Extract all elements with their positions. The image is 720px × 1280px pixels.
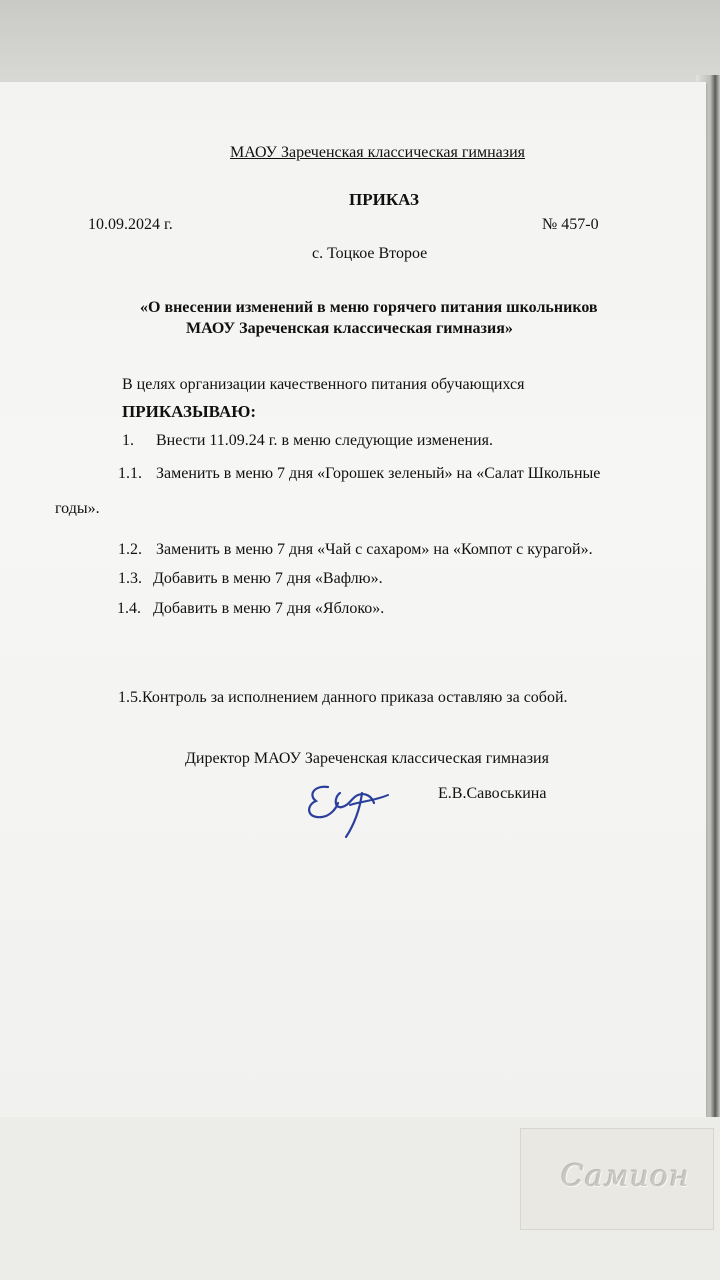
director-name: Е.В.Савоськина (438, 785, 547, 802)
item-number: 1.2. (118, 541, 142, 558)
item-text: Добавить в меню 7 дня «Яблоко». (153, 600, 385, 617)
document-date: 10.09.2024 г. (88, 216, 173, 233)
director-title: Директор МАОУ Зареченская классическая гимназия (185, 750, 549, 767)
document-page (0, 82, 706, 1117)
document-title: ПРИКАЗ (349, 190, 419, 209)
item-text: Заменить в меню 7 дня «Чай с сахаром» на «Компот с курагой». (156, 541, 593, 558)
item-text: Внести 11.09.24 г. в меню следующие изменения. (156, 432, 493, 449)
preamble: В целях организации качественного питания обучающихся (122, 376, 525, 393)
document-location: с. Тоцкое Второе (312, 245, 428, 262)
signature (300, 775, 410, 845)
item-number: 1. (122, 432, 134, 449)
item-number: 1.1. (118, 465, 142, 482)
subject-line-1: «О внесении изменений в меню горячего питания школьников (140, 299, 598, 316)
subject-line-2: МАОУ Зареченская классическая гимназия» (186, 320, 513, 337)
embossed-stamp (520, 1128, 714, 1230)
organization-header: МАОУ Зареченская классическая гимназия (230, 144, 526, 161)
background-top (0, 0, 720, 82)
item-text: Добавить в меню 7 дня «Вафлю». (153, 570, 383, 587)
item-text-continuation: годы». (55, 500, 100, 517)
control-clause: 1.5.Контроль за исполнением данного приказа оставляю за собой. (118, 689, 568, 706)
document-number: № 457-0 (542, 216, 599, 233)
item-number: 1.3. (118, 570, 142, 587)
item-text: Заменить в меню 7 дня «Горошек зеленый» на «Салат Школьные (156, 465, 601, 482)
stamp-text: Cамион (561, 1159, 690, 1194)
order-word: ПРИКАЗЫВАЮ: (122, 402, 257, 421)
item-number: 1.4. (117, 600, 141, 617)
